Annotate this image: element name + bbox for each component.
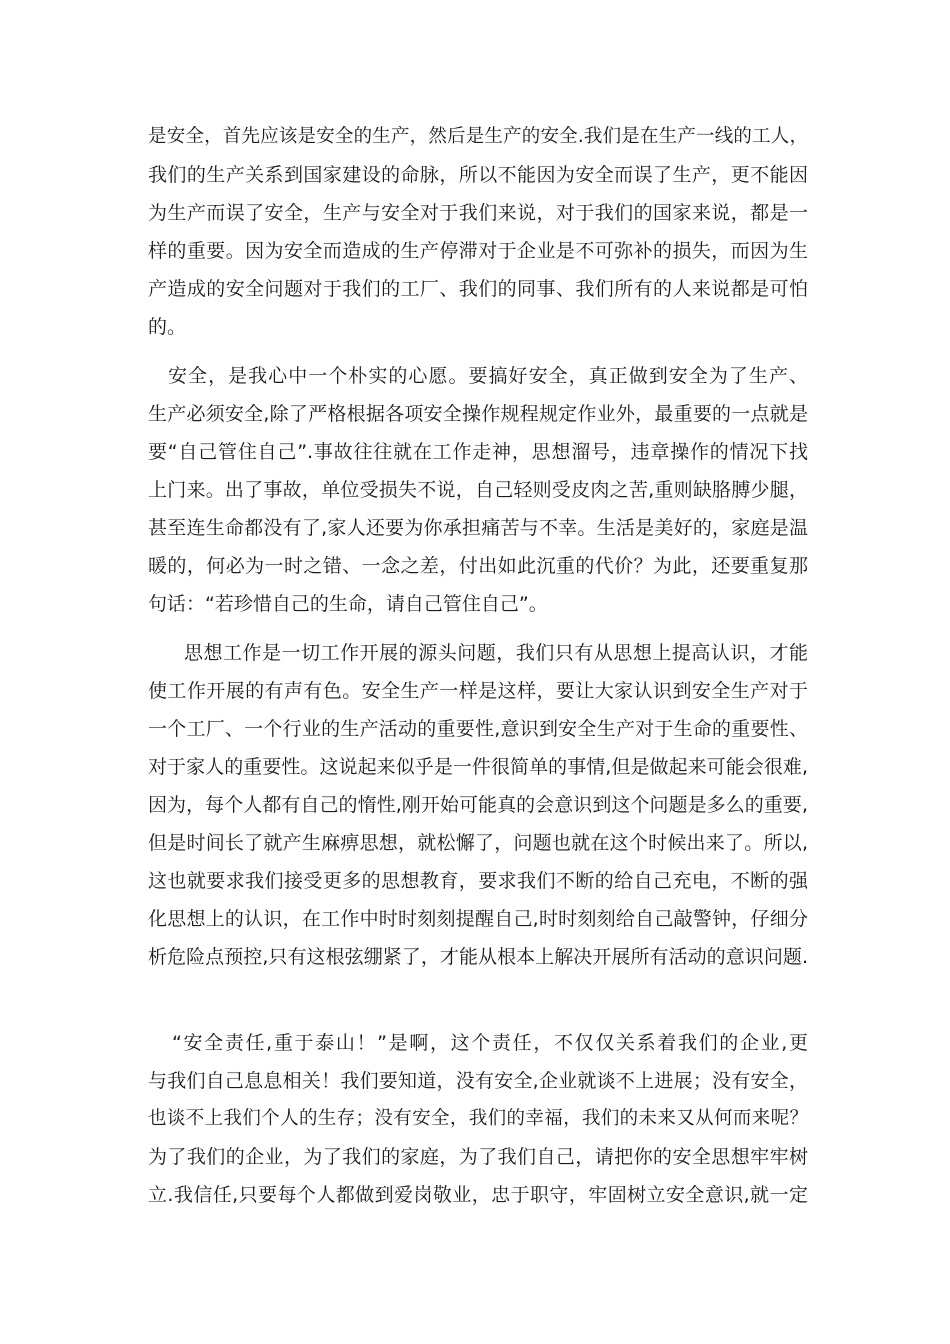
paragraph-safety-responsibility (148, 1024, 808, 1214)
text-line: 要“自己管住自己”.事故往往就在工作走神，思想溜号，违章操作的情况下找 (148, 441, 808, 463)
text-line: 使工作开展的有声有色。安全生产一样是这样，要让大家认识到安全生产对于 (148, 680, 808, 702)
text-line: 这也就要求我们接受更多的思想教育，要求我们不断的给自己充电，不断的强 (148, 870, 808, 892)
text-line: 句话：“若珍惜自己的生命，请自己管住自己”。 (148, 593, 548, 615)
text-line: 对于家人的重要性。这说起来似乎是一件很简单的事情,但是做起来可能会很难, (148, 756, 808, 778)
text-line: 思想工作是一切工作开展的源头问题，我们只有从思想上提高认识，才能 (184, 642, 808, 664)
text-line: 与我们自己息息相关！我们要知道，没有安全,企业就谈不上进展；没有安全， (148, 1070, 808, 1092)
text-line: 样的重要。因为安全而造成的生产停滞对于企业是不可弥补的损失，而因为生 (148, 240, 808, 262)
text-line: 产造成的安全问题对于我们的工厂、我们的同事、我们所有的人来说都是可怕 (148, 278, 808, 300)
text-line: 生产必须安全,除了严格根据各项安全操作规程规定作业外，最重要的一点就是 (148, 403, 808, 425)
text-line: 立.我信任,只要每个人都做到爱岗敬业，忠于职守，牢固树立安全意识,就一定 (148, 1184, 808, 1206)
text-line: 安全，是我心中一个朴实的心愿。要搞好安全，真正做到安全为了生产、 (148, 365, 808, 387)
paragraph-self-management (148, 357, 808, 623)
text-line: 但是时间长了就产生麻痹思想，就松懈了，问题也就在这个时候出来了。所以, (148, 832, 808, 854)
text-line: “安全责任,重于泰山！”是啊，这个责任，不仅仅关系着我们的企业,更 (172, 1032, 808, 1054)
paragraph-safety-production (148, 118, 808, 346)
text-line: 为生产而误了安全，生产与安全对于我们来说，对于我们的国家来说，都是一 (148, 202, 808, 224)
text-line: 上门来。出了事故，单位受损失不说，自己轻则受皮肉之苦,重则缺胳膊少腿， (148, 479, 808, 501)
text-line: 的。 (148, 316, 187, 338)
text-line: 因为，每个人都有自己的惰性,刚开始可能真的会意识到这个问题是多么的重要, (148, 794, 808, 816)
text-line: 化思想上的认识，在工作中时时刻刻提醒自己,时时刻刻给自己敲警钟，仔细分 (148, 908, 808, 930)
text-line: 甚至连生命都没有了,家人还要为你承担痛苦与不幸。生活是美好的，家庭是温 (148, 517, 808, 539)
paragraph-ideological-work (148, 634, 808, 976)
text-line: 析危险点预控,只有这根弦绷紧了，才能从根本上解决开展所有活动的意识问题. (148, 946, 808, 968)
text-line: 是安全，首先应该是安全的生产，然后是生产的安全.我们是在生产一线的工人， (148, 126, 808, 147)
text-line: 也谈不上我们个人的生存；没有安全，我们的幸福，我们的未来又从何而来呢？ (148, 1108, 808, 1129)
text-line: 暖的，何必为一时之错、一念之差，付出如此沉重的代价？为此，还要重复那 (148, 555, 808, 577)
text-line: 为了我们的企业，为了我们的家庭，为了我们自己，请把你的安全思想牢牢树 (148, 1146, 808, 1168)
text-line: 我们的生产关系到国家建设的命脉，所以不能因为安全而误了生产，更不能因 (148, 164, 808, 186)
text-line: 一个工厂、一个行业的生产活动的重要性,意识到安全生产对于生命的重要性、 (148, 718, 808, 740)
